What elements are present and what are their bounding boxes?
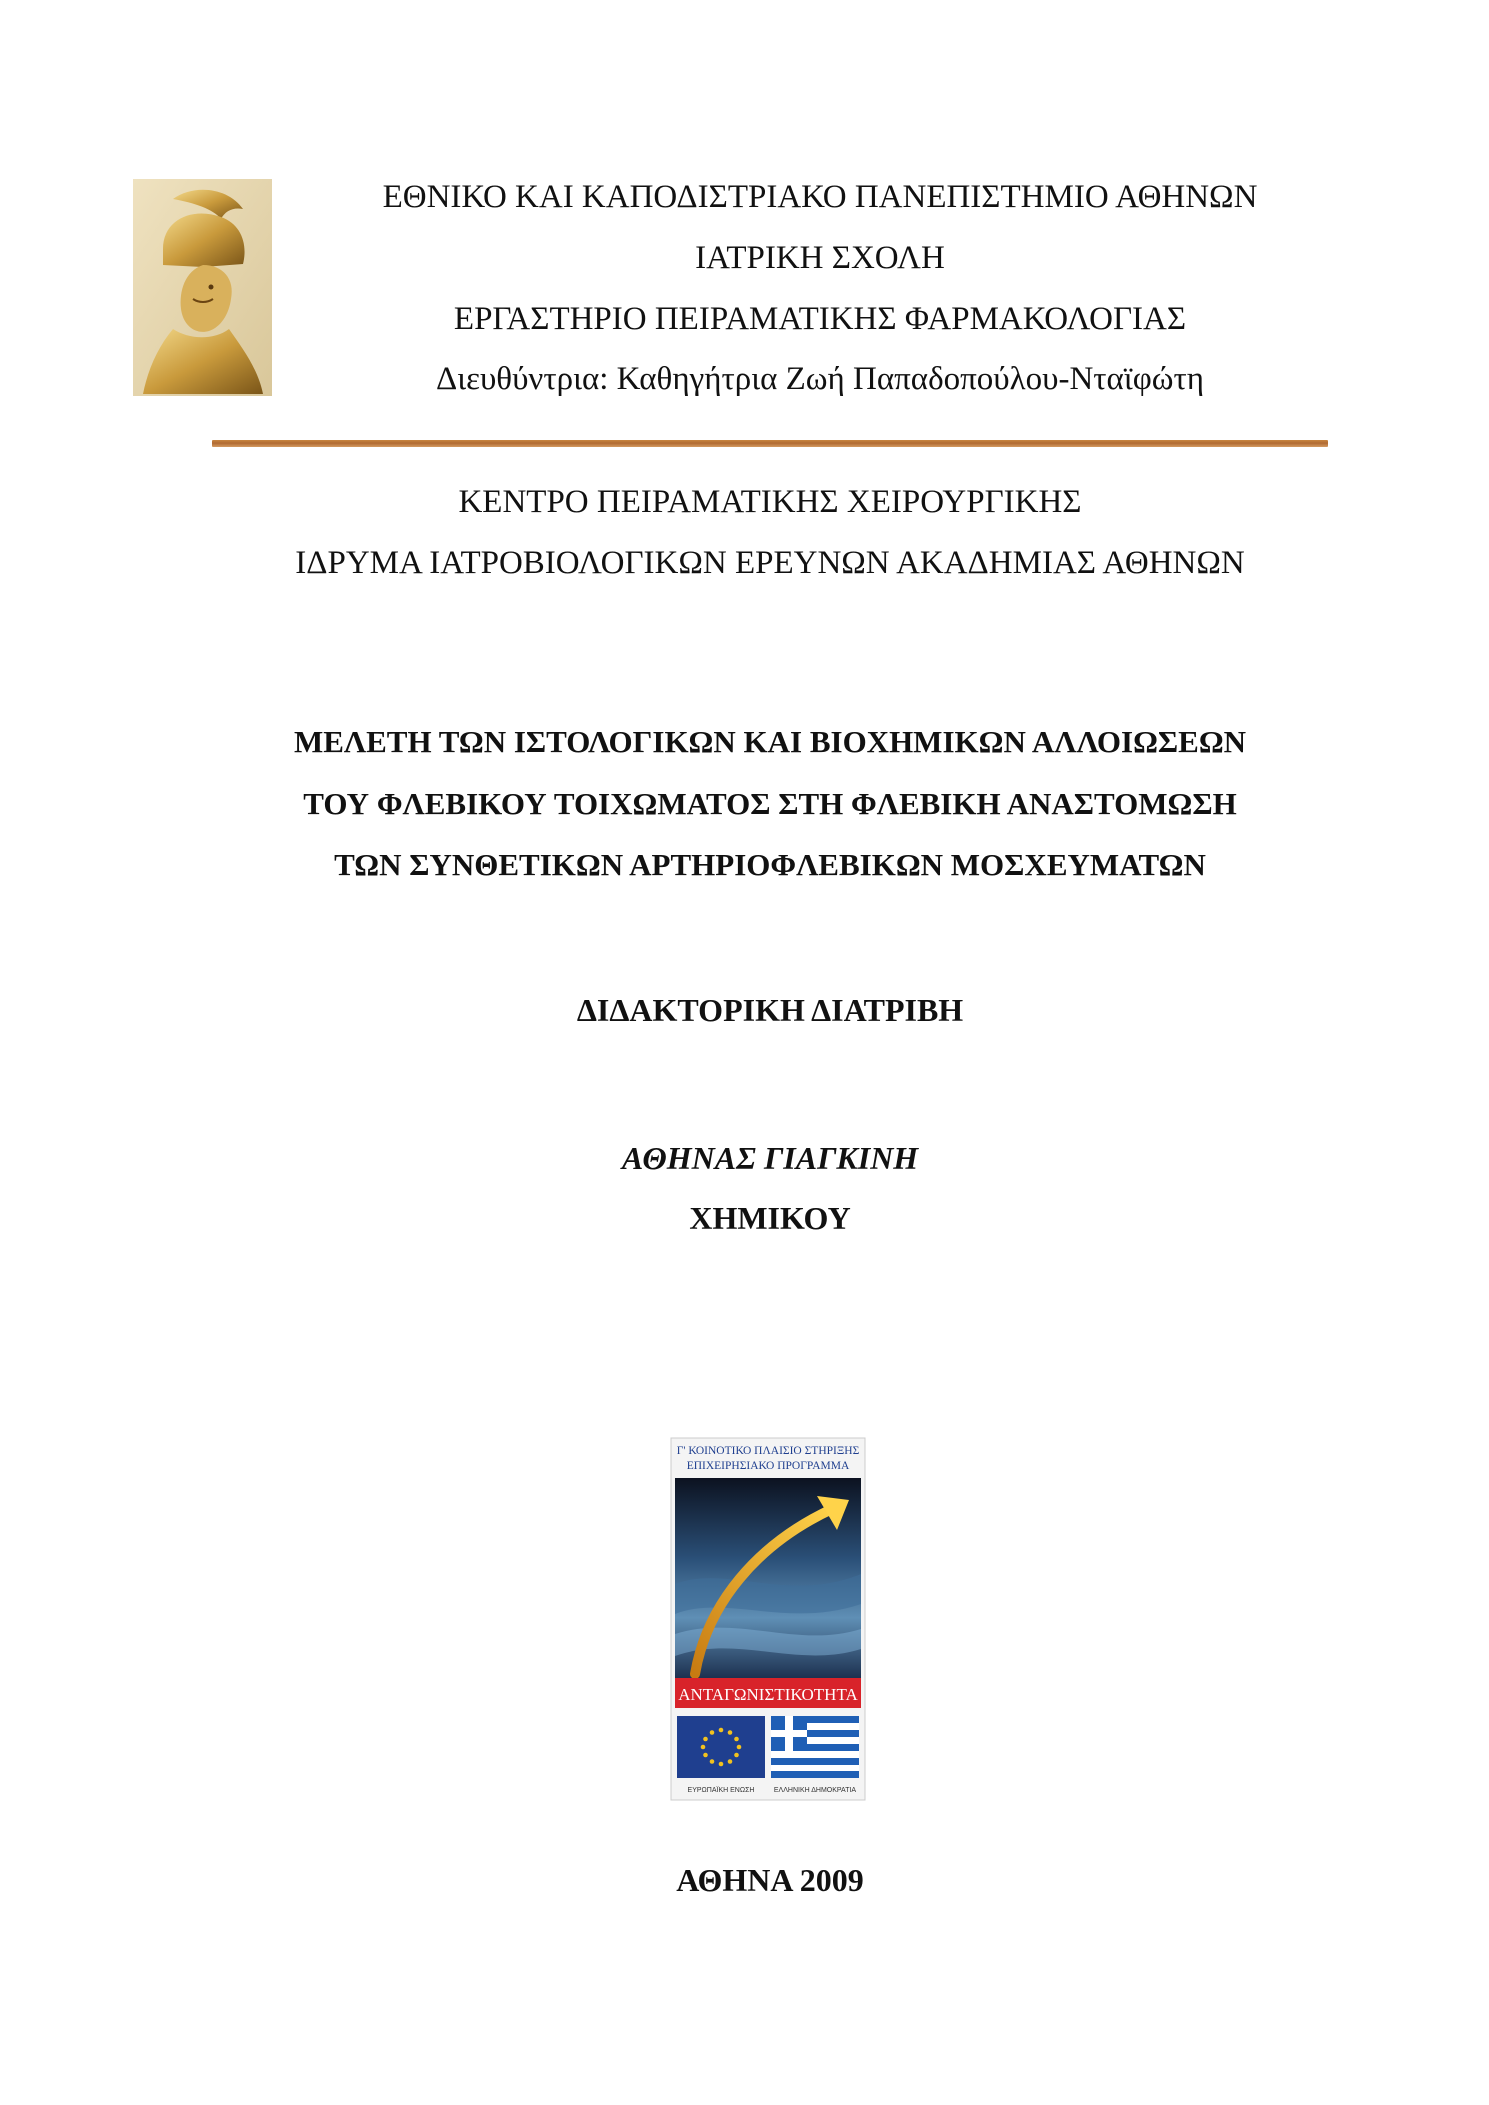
center-name: ΚΕΝΤΡΟ ΠΕΙΡΑΜΑΤΙΚΗΣ ΧΕΙΡΟΥΡΓΙΚΗΣ <box>458 484 1082 520</box>
foundation-name: ΙΔΡΥΜΑ ΙΑΤΡΟΒΙΟΛΟΓΙΚΩΝ ΕΡΕΥΝΩΝ ΑΚΑΔΗΜΙΑΣ ΑΘΗΝΩΝ <box>295 545 1245 581</box>
university-name: ΕΘΝΙΚΟ ΚΑΙ ΚΑΠΟΔΙΣΤΡΙΑΚΟ ΠΑΝΕΠΙΣΤΗΜΙΟ ΑΘΗΝΩΝ <box>382 179 1258 215</box>
funding-top-text-1: Γ' ΚΟΙΝΟΤΙΚΟ ΠΛΑΙΣΙΟ ΣΤΗΡΙΞΗΣ <box>676 1445 860 1457</box>
thesis-title-line-2: ΤΟΥ ΦΛΕΒΙΚΟΥ ΤΟΙΧΩΜΑΤΟΣ ΣΤΗ ΦΛΕΒΙΚΗ ΑΝΑΣΤΟΜΩΣΗ <box>303 786 1237 821</box>
place-and-year: ΑΘΗΝΑ 2009 <box>676 1862 864 1898</box>
eu-label: ΕΥΡΩΠΑΪΚΗ ΕΝΩΣΗ <box>687 1787 755 1794</box>
school-name: ΙΑΤΡΙΚΗ ΣΧΟΛΗ <box>695 240 945 276</box>
funding-band-text: ΑΝΤΑΓΩΝΙΣΤΙΚΟΤΗΤΑ <box>678 1685 858 1704</box>
thesis-title-line-3: ΤΩΝ ΣΥΝΘΕΤΙΚΩΝ ΑΡΤΗΡΙΟΦΛΕΒΙΚΩΝ ΜΟΣΧΕΥΜΑΤΩΝ <box>334 847 1206 882</box>
author-name: ΑΘΗΝΑΣ ΓΙΑΓΚΙΝΗ <box>621 1140 919 1176</box>
director-line: Διευθύντρια: Καθηγήτρια Ζωή Παπαδοπούλου-Νταϊφώτη <box>435 361 1204 397</box>
funding-programme-logo <box>667 1434 869 1804</box>
laboratory-name: ΕΡΓΑΣΤΗΡΙΟ ΠΕΙΡΑΜΑΤΙΚΗΣ ΦΑΡΜΑΚΟΛΟΓΙΑΣ <box>453 301 1187 337</box>
thesis-type: ΔΙΔΑΚΤΟΡΙΚΗ ΔΙΑΤΡΙΒΗ <box>576 992 964 1028</box>
funding-top-text-2: ΕΠΙΧΕΙΡΗΣΙΑΚΟ ΠΡΟΓΡΑΜΜΑ <box>686 1460 850 1472</box>
header-divider <box>212 440 1328 447</box>
greece-label: ΕΛΛΗΝΙΚΗ ΔΗΜΟΚΡΑΤΙΑ <box>773 1787 857 1794</box>
thesis-title-line-1: ΜΕΛΕΤΗ ΤΩΝ ΙΣΤΟΛΟΓΙΚΩΝ ΚΑΙ ΒΙΟΧΗΜΙΚΩΝ ΑΛΛΟΙΩΣΕΩΝ <box>293 724 1247 759</box>
author-degree: ΧΗΜΙΚΟΥ <box>689 1200 851 1236</box>
